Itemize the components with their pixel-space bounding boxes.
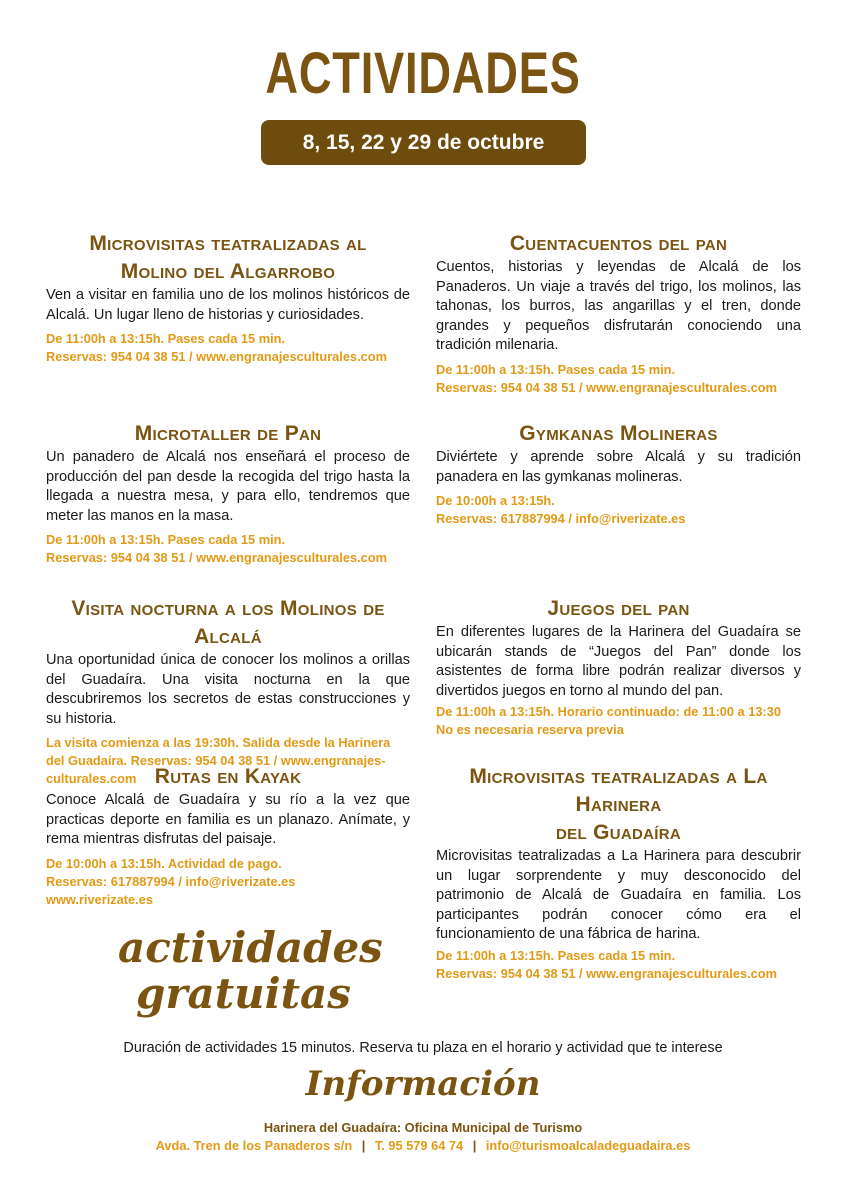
- activity-title-line: del Guadaíra: [556, 821, 681, 844]
- activity-title: Visita nocturna a los Molinos de Alcalá: [71, 597, 385, 648]
- activity-info: [436, 492, 801, 528]
- activity-title: [436, 763, 801, 847]
- schedule-text: De 10:00h a 13:15h. Actividad de pago.: [46, 855, 282, 871]
- activity-gymkanas: [436, 420, 801, 528]
- schedule-text: De 11:00h a 13:15h. Pases cada 15 min.: [436, 361, 676, 377]
- activity-title: Juegos del pan: [547, 597, 690, 620]
- schedule-text: De 11:00h a 13:15h. Pases cada 15 min.: [46, 532, 286, 548]
- reservation-text: Reservas: 954 04 38 51 / www.engranajesculturales.com: [46, 550, 387, 566]
- activity-info: [46, 531, 410, 567]
- activity-cuentacuentos: [436, 230, 801, 397]
- activity-description: Diviértete y aprende sobre Alcalá y su tradición panadera en las gymkanas molineras.: [436, 449, 801, 485]
- schedule-text: De 11:00h a 13:15h. Pases cada 15 min.: [46, 331, 286, 347]
- activity-description: Cuentos, historias y leyendas de Alcalá de los Panaderos. Un viaje a través del trigo, los molinos, las tahonas, los burros, las angarillas y el tren, donde grandes y pequeños disfrutarán conociendo una tradición milenaria.: [436, 259, 801, 354]
- reservation-text: Reservas: 954 04 38 51 / www.engranajesculturales.com: [46, 349, 387, 365]
- phone-text: T. 95 579 64 74: [374, 1138, 464, 1153]
- activity-molino-algarrobo: [46, 230, 410, 366]
- activity-title: Rutas en Kayak: [154, 765, 302, 788]
- activity-description: Una oportunidad única de conocer los molinos a orillas del Guadaíra. Una visita nocturna en la que descubriremos los secretos de estas construcciones y su historia.: [46, 652, 410, 727]
- activity-title-line: Microvisitas teatralizadas a La Harinera: [469, 765, 768, 816]
- schedule-text: De 11:00h a 13:15h. Pases cada 15 min.: [436, 947, 676, 963]
- activity-title: Cuentacuentos del pan: [509, 232, 728, 255]
- reservation-text: Reservas: 617887994 / info@riverizate.es: [46, 873, 296, 889]
- contact-line: [0, 1138, 846, 1153]
- reservation-text: culturales.com: [46, 771, 137, 787]
- schedule-text: De 11:00h a 13:15h. Horario continuado: de 11:00 a 13:30: [436, 704, 781, 720]
- activity-description: Conoce Alcalá de Guadaíra y su río a la vez que practicas deporte en familia es un planazo. Anímate, y rema mientras disfrutas del paisaje.: [46, 792, 410, 848]
- reservation-text: Reservas: 617887994 / info@riverizate.es: [436, 511, 686, 527]
- email-link[interactable]: info@turismoalcaladeguadaira.es: [485, 1138, 691, 1153]
- dates-badge: 8, 15, 22 y 29 de octubre: [261, 120, 586, 165]
- activity-info: [46, 330, 410, 366]
- separator: |: [361, 1138, 366, 1153]
- activity-visita-nocturna: [46, 595, 410, 788]
- activity-info: [46, 855, 410, 909]
- activity-harinera: [436, 763, 801, 983]
- address-text: Avda. Tren de los Panaderos s/n: [155, 1138, 353, 1153]
- activity-title-line: Microvisitas teatralizadas al: [89, 232, 367, 255]
- schedule-text: De 10:00h a 13:15h.: [436, 493, 555, 509]
- activity-info: [436, 947, 801, 983]
- activity-title-line: Molino del Algarrobo: [120, 260, 336, 283]
- reservation-text: No es necesaria reserva previa: [436, 722, 624, 738]
- free-label-line: actividades: [118, 923, 383, 972]
- activity-info: [436, 361, 801, 397]
- activity-microtaller: [46, 420, 410, 567]
- free-label-line: gratuitas: [136, 969, 351, 1018]
- tourism-office-name: Harinera del Guadaíra: Oficina Municipal de Turismo: [263, 1120, 583, 1135]
- activity-description: Ven a visitar en familia uno de los molinos históricos de Alcalá. Un lugar lleno de historias y curiosidades.: [46, 287, 410, 323]
- reservation-text: Reservas: 954 04 38 51 / www.engranajesculturales.com: [436, 379, 777, 395]
- reservation-text: del Guadaíra. Reservas: 954 04 38 51 / www.engranajes-: [46, 753, 386, 769]
- duration-note: Duración de actividades 15 minutos. Reserva tu plaza en el horario y actividad que te interese: [123, 1040, 723, 1056]
- activity-description: Microvisitas teatralizadas a La Harinera para descubrir un lugar sorprendente y muy desconocido del patrimonio de Alcalá de Guadaíra en familia. Los participantes podrán conocer cómo era el funcionamiento de una fábrica de harina.: [436, 848, 801, 943]
- activity-description: Un panadero de Alcalá nos enseñará el proceso de producción del pan desde la recogida del trigo hasta la llegada a nuestra mesa, y para ello, tendremos que meter las manos en la masa.: [46, 449, 410, 524]
- activity-title: [46, 230, 410, 286]
- separator: |: [472, 1138, 477, 1153]
- activity-kayak: [46, 763, 410, 909]
- schedule-text: La visita comienza a las 19:30h. Salida desde la Harinera: [46, 735, 391, 751]
- reservation-text: Reservas: 954 04 38 51 / www.engranajesculturales.com: [436, 965, 777, 981]
- activity-title: Gymkanas Molineras: [519, 422, 718, 445]
- activity-juegos-pan: [436, 595, 801, 739]
- activity-info: [436, 703, 801, 739]
- page-title: ACTIVIDADES: [265, 41, 581, 106]
- information-heading: Información: [305, 1064, 541, 1104]
- activity-title: Microtaller de Pan: [134, 422, 322, 445]
- website-text: www.riverizate.es: [46, 891, 153, 907]
- activity-description: En diferentes lugares de la Harinera del Guadaíra se ubicarán stands de “Juegos del Pan” donde los asistentes de forma libre podrán realizar diversos y divertidos juegos en torno al mundo del pan.: [436, 624, 801, 699]
- free-activities-label: [118, 923, 383, 1018]
